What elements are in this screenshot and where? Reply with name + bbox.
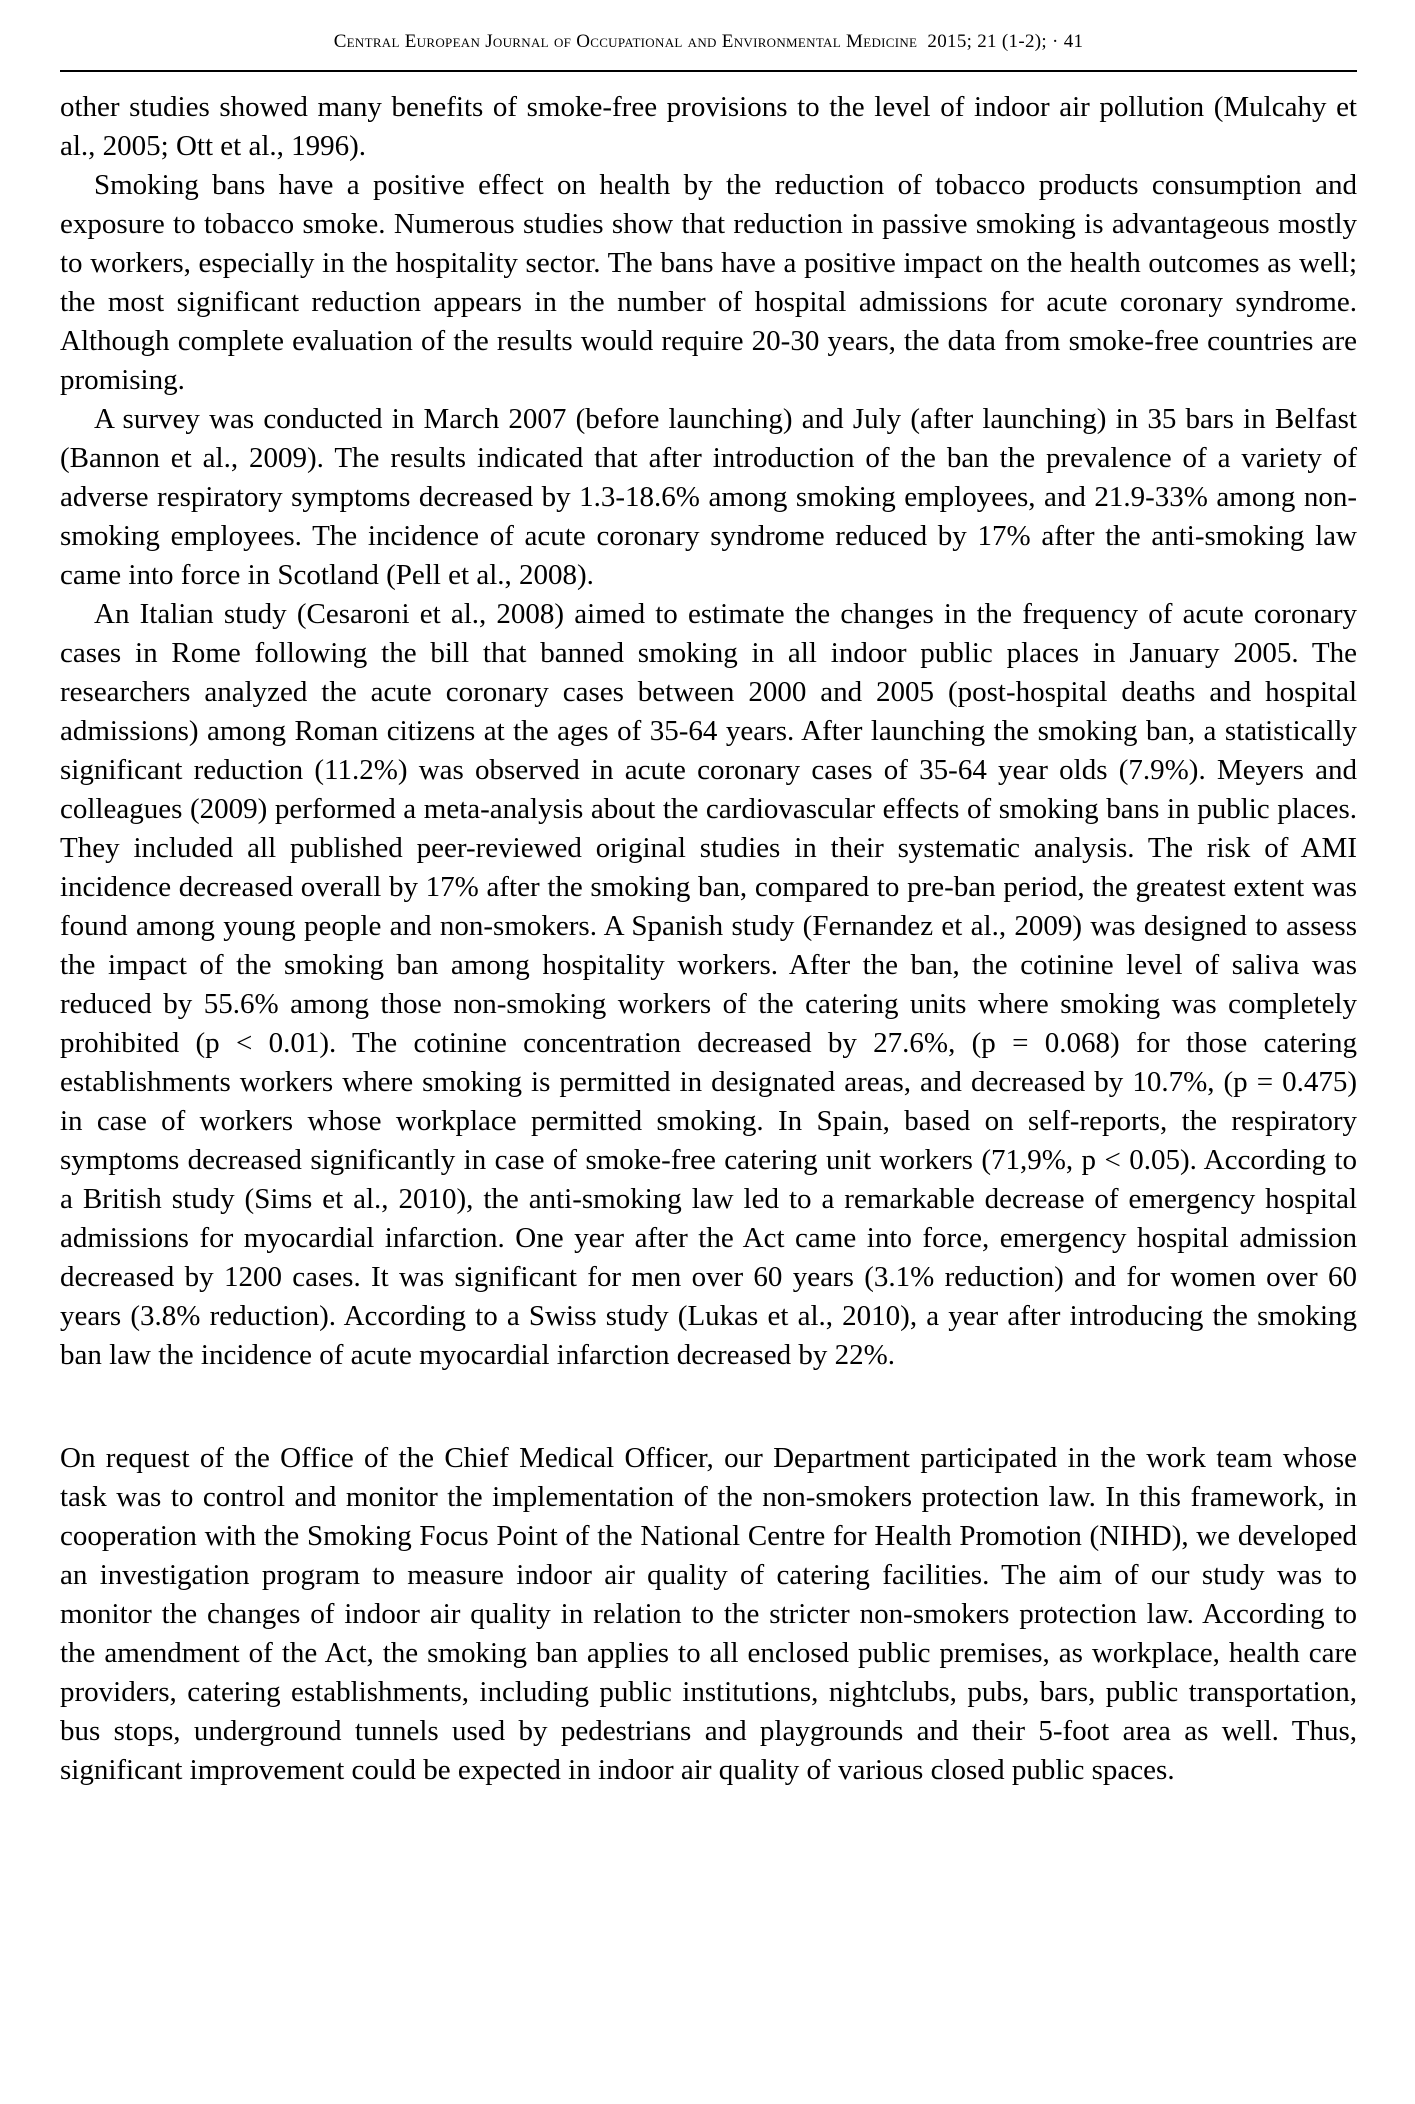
paragraph-department-task: On request of the Office of the Chief Medical Officer, our Department participated in the work team whose task was to control and monitor the implementation of the non-smokers protection law. In this framework, in cooperation with the Smoking Focus Point of the National Centre for Health Promotion (NIHD), we developed an investigation program to measure indoor air quality of catering facilities. The aim of our study was to monitor the changes of indoor air quality in relation to the stricter non-smokers protection law. According to the amendment of the Act, the smoking ban applies to all enclosed public premises, as workplace, health care providers, catering establishments, including public institutions, nightclubs, pubs, bars, public transportation, bus stops, underground tunnels used by pedestrians and playgrounds and their 5-foot area as well. Thus, significant improvement could be expected in indoor air quality of various closed public spaces. [60,1442,1357,1786]
paragraph-continuation: other studies showed many benefits of smoke-free provisions to the level of indoor air pollution (Mulcahy et al., 2005; Ott et al., 1996). [60,91,1357,162]
journal-title: Central European Journal of Occupational and Environmental Medicine [333,31,918,52]
paragraph-belfast-survey: A survey was conducted in March 2007 (before launching) and July (after launching) in 35 bars in Belfast (Bannon et al., 2009). The results indicated that after introduction of the ban the prevalence of a variety of adverse respiratory symptoms decreased by 1.3-18.6% among smoking employees, and 21.9-33% among non-smoking employees. The incidence of acute coronary syndrome reduced by 17% after the anti-smoking law came into force in Scotland (Pell et al., 2008). [60,403,1357,591]
header-rule [60,70,1357,72]
article-body [60,88,1357,1790]
page-citation: 2015; 21 (1-2); · 41 [927,31,1084,52]
running-header [60,30,1357,54]
paragraph-italian-study: An Italian study (Cesaroni et al., 2008) aimed to estimate the changes in the frequency of acute coronary cases in Rome following the bill that banned smoking in all indoor public places in January 2005. The researchers analyzed the acute coronary cases between 2000 and 2005 (post-hospital deaths and hospital admissions) among Roman citizens at the ages of 35-64 years. After launching the smoking ban, a statistically significant reduction (11.2%) was observed in acute coronary cases of 35-64 year olds (7.9%). Meyers and colleagues (2009) performed a meta-analysis about the cardiovascular effects of smoking bans in public places. They included all published peer-reviewed original studies in their systematic analysis. The risk of AMI incidence decreased overall by 17% after the smoking ban, compared to pre-ban period, the greatest extent was found among young people and non-smokers. A Spanish study (Fernandez et al., 2009) was designed to assess the impact of the smoking ban among hospitality workers. After the ban, the cotinine level of saliva was reduced by 55.6% among those non-smoking workers of the catering units where smoking was completely prohibited (p < 0.01). The cotinine concentration decreased by 27.6%, (p = 0.068) for those catering establishments workers where smoking is permitted in designated areas, and decreased by 10.7%, (p = 0.475) in case of workers whose workplace permitted smoking. In Spain, based on self-reports, the respiratory symptoms decreased significantly in case of smoke-free catering unit workers (71,9%, p < 0.05). According to a British study (Sims et al., 2010), the anti-smoking law led to a remarkable decrease of emergency hospital admissions for myocardial infarction. One year after the Act came into force, emergency hospital admission decreased by 1200 cases. It was significant for men over 60 years (3.1% reduction) and for women over 60 years (3.8% reduction). According to a Swiss study (Lukas et al., 2010), a year after introducing the smoking ban law the incidence of acute myocardial infarction decreased by 22%. [60,598,1357,1371]
paragraph-smoking-bans: Smoking bans have a positive effect on health by the reduction of tobacco products consumption and exposure to tobacco smoke. Numerous studies show that reduction in passive smoking is advantageous mostly to workers, especially in the hospitality sector. The bans have a positive impact on the health outcomes as well; the most significant reduction appears in the number of hospital admissions for acute coronary syndrome. Although complete evaluation of the results would require 20-30 years, the data from smoke-free countries are promising. [60,169,1357,396]
